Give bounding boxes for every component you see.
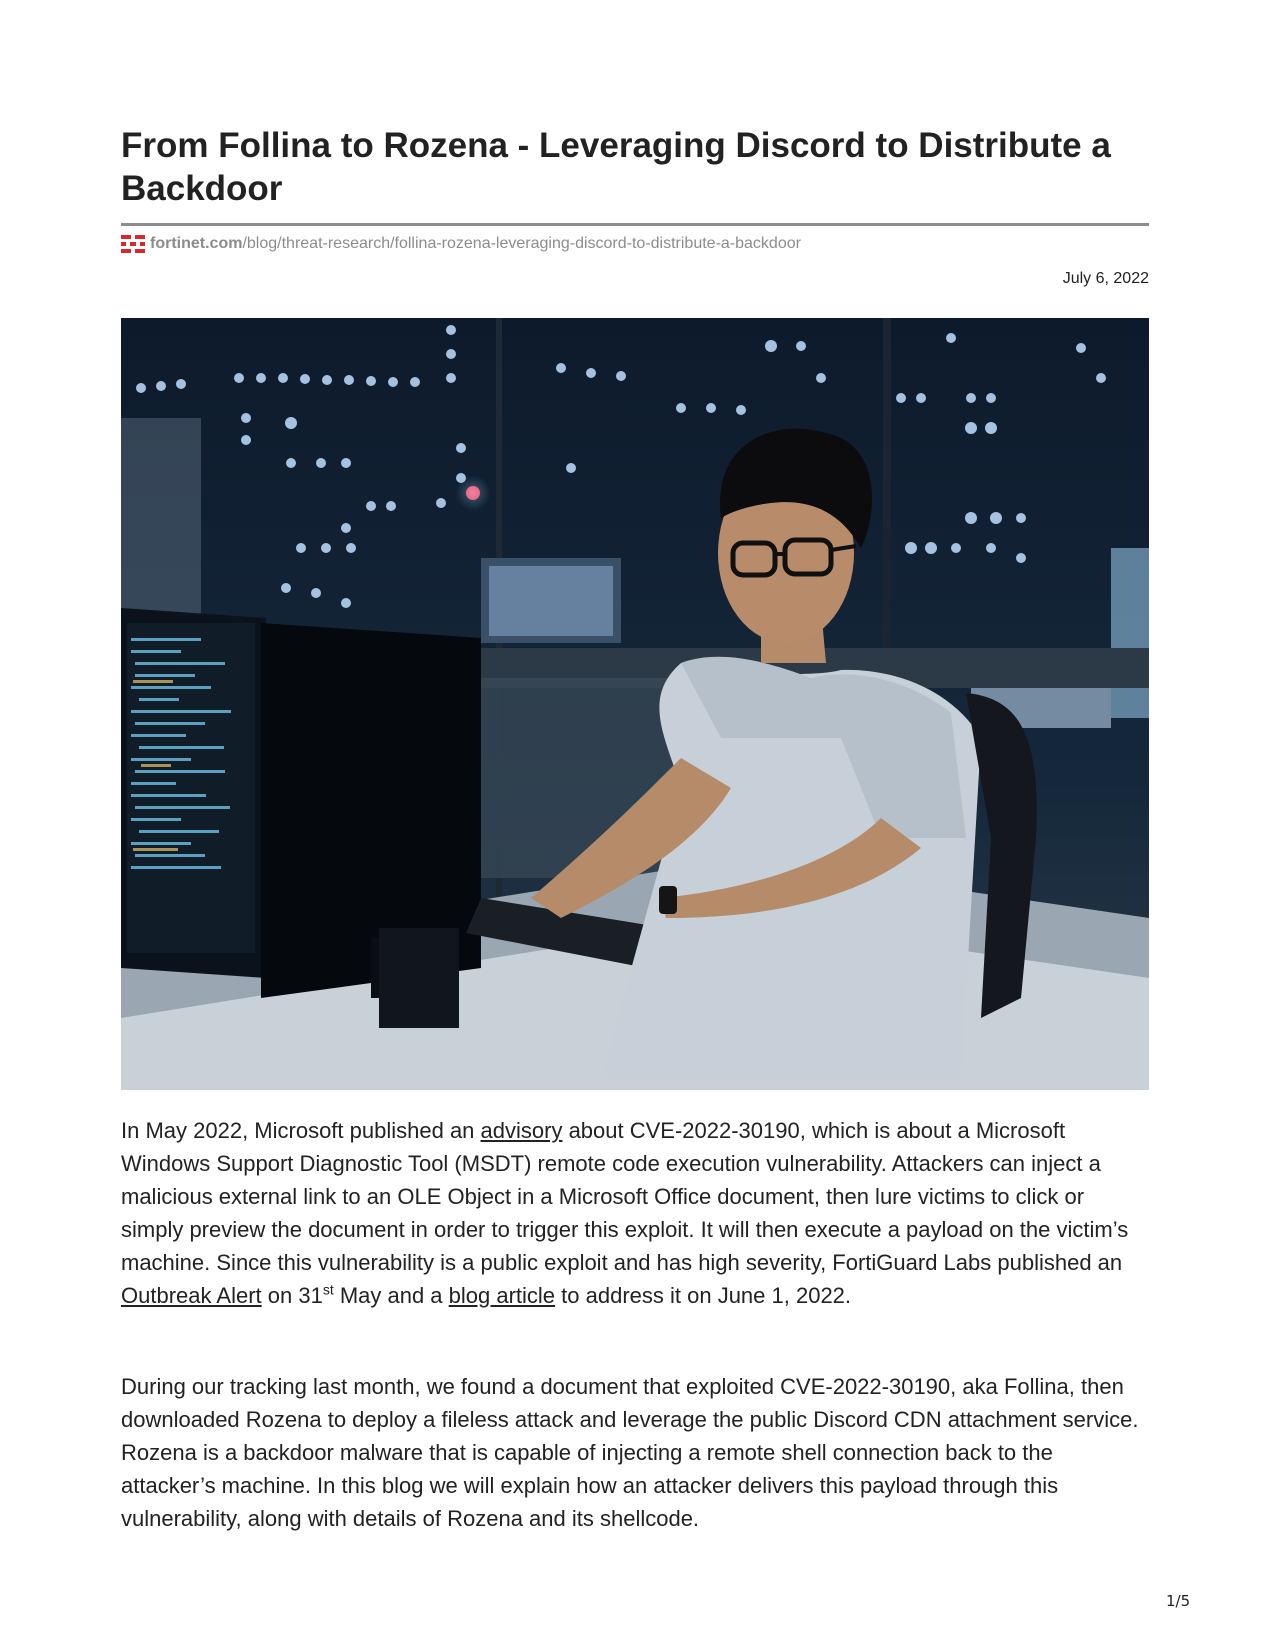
intro-text-2: about CVE-2022-30190, which is about a Microsoft Windows Support Diagnostic Tool (MSDT) remote code execution vulnerability. Attackers can inject a malicious external link to an OLE Object in a Microsoft Office document, then lure victims to click or simply preview the document in order to trigger this exploit. It will then execute a payload on the victim’s machine. Since this vulnerability is a public exploit and has high severity, FortiGuard Labs published an [121,1118,1129,1275]
title-divider [121,223,1149,226]
fortinet-logo-icon [121,235,145,253]
intro-text-3: on 31 [261,1283,323,1308]
article-title: From Follina to Rozena - Leveraging Discord to Distribute a Backdoor [121,126,1111,208]
page-number: 1/5 [1166,1592,1191,1610]
publish-date: July 6, 2022 [1062,270,1149,287]
outbreak-alert-link[interactable]: Outbreak Alert [121,1283,262,1308]
intro-paragraph [121,1114,1149,1312]
source-domain: fortinet.com [150,235,243,252]
hero-image [121,318,1149,1090]
tracking-paragraph: During our tracking last month, we found a document that exploited CVE-2022-30190, aka Follina, then downloaded Rozena to deploy a fileless attack and leverage the public Discord CDN attachment service. Rozena is a backdoor malware that is capable of injecting a remote shell connection back to the attacker’s machine. In this blog we will explain how an attacker delivers this payload through this vulnerability, along with details of Rozena and its shellcode. [121,1374,1139,1531]
intro-text-4: May and a [333,1283,449,1308]
intro-text-5: to address it on June 1, 2022. [555,1283,852,1308]
intro-text-1: In May 2022, Microsoft published an [121,1118,481,1143]
source-path: /blog/threat-research/follina-rozena-leveraging-discord-to-distribute-a-backdoor [242,235,801,252]
ordinal-suffix: st [322,1281,334,1298]
advisory-link[interactable]: advisory [480,1118,563,1143]
blog-article-link[interactable]: blog article [448,1283,556,1308]
source-url[interactable] [121,233,801,255]
